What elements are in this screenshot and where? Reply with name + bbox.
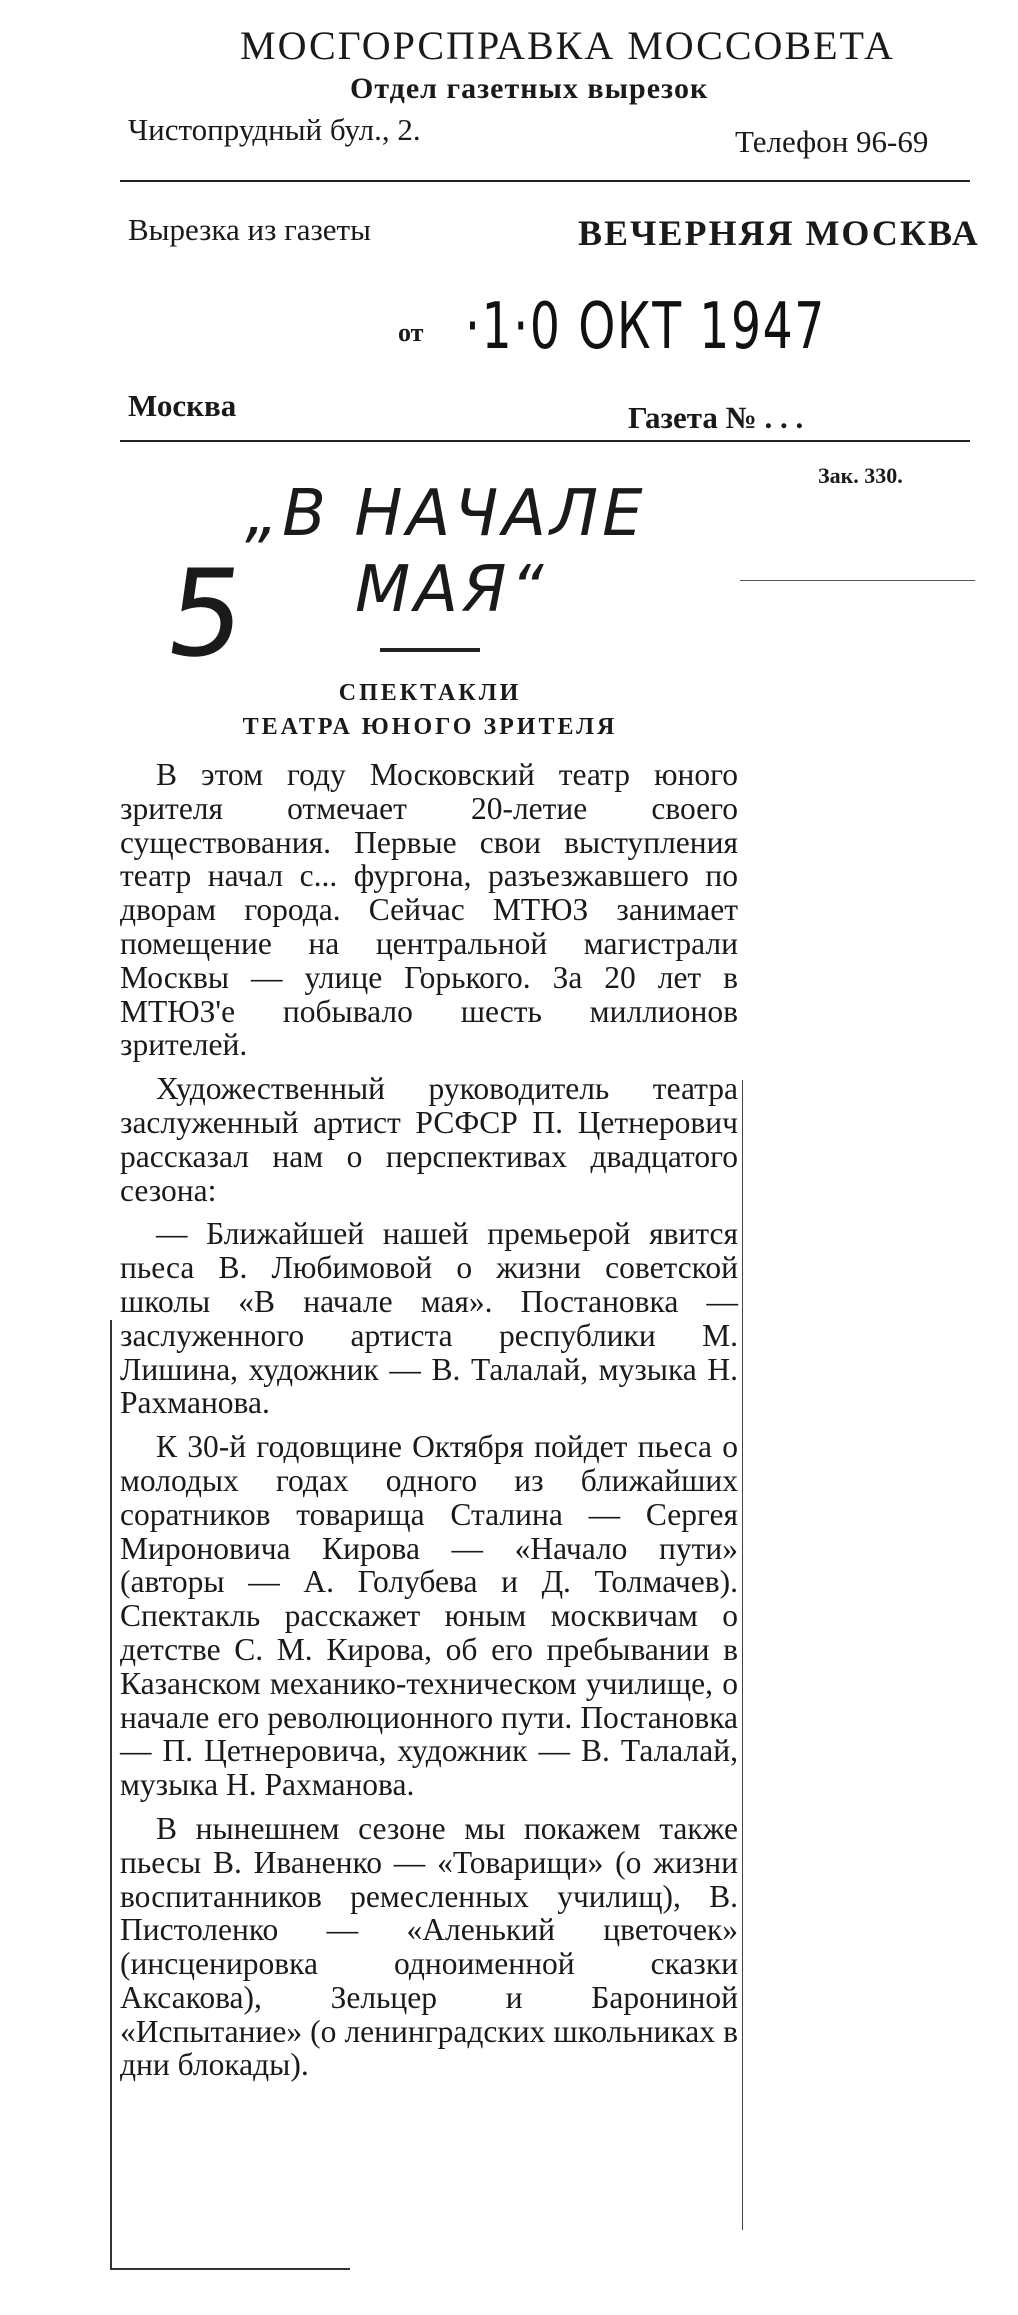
headline-line: „В НАЧАЛЕ xyxy=(245,477,647,551)
clipping-label: Вырезка из газеты xyxy=(128,212,371,247)
article-frame xyxy=(110,2268,350,2270)
headline-line: МАЯ“ xyxy=(355,553,548,627)
divider xyxy=(120,440,970,442)
handwritten-number: 5 xyxy=(158,545,255,684)
paragraph: — Ближайшей нашей премьерой явится пьеса В. Любимовой о жизни советской школы «В начале мая». Постановка — заслуженного артиста республики М. Лишина, художник — В. Талалай, музыка Н. Рахманова. xyxy=(120,1216,738,1421)
article-frame xyxy=(110,1320,112,2270)
article-body xyxy=(120,758,738,2092)
newspaper-number: Газета № . . . xyxy=(628,400,804,435)
column-rule xyxy=(742,1080,743,2230)
paragraph: Художественный руководитель театра заслуженный артист РСФСР П. Цетнерович рассказал нам о перспективах двадцатого сезона: xyxy=(120,1071,738,1208)
headline-rule xyxy=(380,648,480,652)
department-name: Отдел газетных вырезок xyxy=(350,72,709,105)
paragraph: В нынешнем сезоне мы покажем также пьесы В. Иваненко — «Товарищи» (о жизни воспитанников ремесленных училищ), В. Пистоленко — «Аленький цветочек» (инсценировка одноименной сказки Аксакова), Зельцер и Барониной «Испытание» (о ленинградских школьниках в дни блокады). xyxy=(120,1810,738,2083)
article-headline xyxy=(245,476,665,628)
org-name: МОСГОРСПРАВКА МОССОВЕТА xyxy=(240,23,895,68)
article-subhead xyxy=(120,676,740,744)
phone: Телефон 96-69 xyxy=(735,124,929,159)
order-number: Зак. 330. xyxy=(818,463,903,488)
newspaper-name: ВЕЧЕРНЯЯ МОСКВА xyxy=(578,213,980,253)
date-stamp: ·1·0 ОКТ 1947 xyxy=(465,290,826,364)
address: Чистопрудный бул., 2. xyxy=(128,112,421,147)
divider xyxy=(120,180,970,182)
divider xyxy=(740,580,975,581)
paragraph: В этом году Московский театр юного зрителя отмечает 20-летие своего существования. Первые свои выступления театр начал с... фургона, разъезжавшего по дворам города. Сейчас МТЮЗ занимает помещение на центральной магистрали Москвы — улице Горького. За 20 лет в МТЮЗ'е побывало шесть миллионов зрителей. xyxy=(120,757,738,1063)
subhead-line: ТЕАТРА ЮНОГО ЗРИТЕЛЯ xyxy=(242,714,618,740)
subhead-line: СПЕКТАКЛИ xyxy=(338,680,522,706)
paragraph: К 30-й годовщине Октября пойдет пьеса о молодых годах одного из ближайших соратников товарища Сталина — Сергея Мироновича Кирова — «Начало пути» (авторы — А. Голубева и Д. Толмачев). Спектакль расскажет юным москвичам о детстве С. М. Кирова, об его пребывании в Казанском механико-техническом училище, о начале его революционного пути. Постановка — П. Цетнеровича, художник — В. Талалай, музыка Н. Рахманова. xyxy=(120,1429,738,1803)
date-prefix: от xyxy=(398,318,424,347)
city: Москва xyxy=(128,388,237,423)
